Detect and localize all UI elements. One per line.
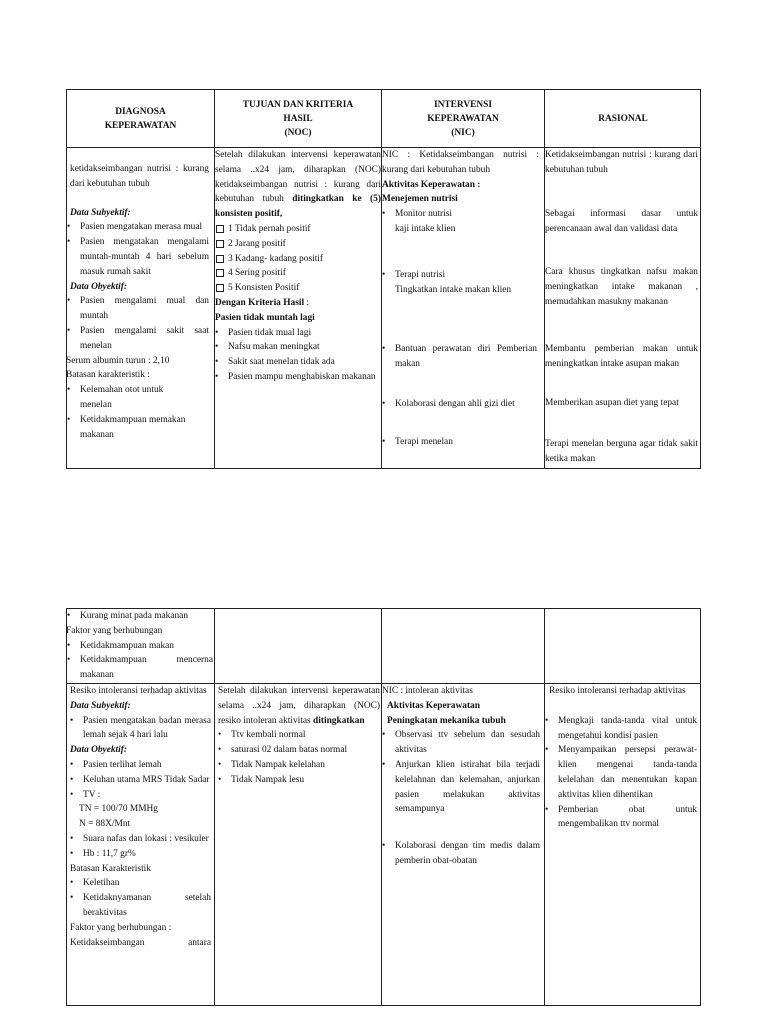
intervensi-list xyxy=(382,207,543,450)
header-tujuan: TUJUAN DAN KRITERIA HASIL (NOC) xyxy=(242,99,354,138)
list-item: 1 Tidak pernah positif xyxy=(215,222,381,237)
list-item: • Menyampaikan persepsi perawat-klien mengenai tanda-tanda kelelahan dan menentukan kapan aktivitas klien dihentikan xyxy=(545,743,697,802)
rasional-item: Sebagai informasi dasar untuk perencanaan awal dan validasi data xyxy=(545,209,698,234)
serum-text: Serum albumin turun : 2,10 xyxy=(66,355,170,366)
last-line: Ketidakseimbangan antara xyxy=(70,937,211,948)
list-item: • Pasien mengalami mual dan muntah xyxy=(67,294,209,324)
list-item: • Pasien terlihat lemah xyxy=(70,758,211,773)
batasan-label: Batasan Karakteristik xyxy=(70,863,151,874)
list-item: • Tidak Nampak kelelahan xyxy=(218,758,380,773)
list-item: • Pasien mengatakan merasa mual xyxy=(67,220,209,235)
list-item: 3 Kadang- kadang positif xyxy=(215,252,381,267)
list-item: • Pasien mengatakan badan merasa lemah sejak 4 hari lalu xyxy=(70,714,211,744)
tn-value: TN = 100/70 MMHg xyxy=(79,804,158,815)
tujuan-list xyxy=(218,728,380,787)
care-plan-table-2 xyxy=(66,608,701,1006)
list-item: • Hb : 11,7 gr% xyxy=(70,847,211,862)
list-item: • Kolaborasi dengan ahli gizi diet xyxy=(382,397,537,435)
do-label: Data Obyektif: xyxy=(70,281,128,292)
list-item: • Kurang minat pada makanan xyxy=(67,609,213,624)
tujuan-intro: Setelah dilakukan intervensi keperawatan selama ..x24 jam, diharapkan (NOC) ketidakseimbangan nutrisi : kurang dari kebutuhan tubuh ditingkatkan ke (5) konsisten positif, xyxy=(215,150,381,220)
do-label: Data Obyektif: xyxy=(70,745,128,756)
list-item: • Keluhan utama MRS Tidak Sadar xyxy=(70,773,211,788)
menejemen-label: Menejemen nutrisi xyxy=(382,194,458,205)
list-item: • Ttv kembali normal xyxy=(218,728,380,743)
rasional-cell-2 xyxy=(549,684,697,832)
scale-list xyxy=(215,222,381,296)
list-item: • Anjurkan klien istirahat bila terjadi kelelahnan dan kelemahan, anjurkan pasien melakukan aktivitas semampunya xyxy=(382,758,540,817)
diagnosa-title: Resiko intoleransi terhadap aktivitas xyxy=(70,686,207,696)
aktivitas-label: Aktivitas Keperawatan : xyxy=(382,179,481,190)
rasional-list xyxy=(545,714,697,832)
list-item: • Monitor nutrisi kaji intake klien xyxy=(382,207,537,268)
list-item: • Kelemahan otot untuk menelan xyxy=(67,383,209,413)
rasional-cell xyxy=(545,148,698,467)
ds-label: Data Subyektif: xyxy=(70,207,131,218)
care-plan-table-1 xyxy=(66,89,701,469)
batasan-list xyxy=(67,383,209,442)
batasan-list xyxy=(70,876,211,920)
cont-list xyxy=(67,609,213,624)
peningkatan-label: Peningkatan mekanika tubuh xyxy=(387,715,506,726)
list-item: • Kolaborasi dengan tim medis dalam pemberin obat-obatan xyxy=(382,839,540,869)
list-item: • Pemberian obat untuk mengembalikan ttv normal xyxy=(545,803,697,833)
ds-label: Data Subyektif: xyxy=(70,700,131,711)
list-item: • Tidak Nampak lesu xyxy=(218,773,380,788)
diagnosa-title: ketidakseimbangan nutrisi : kurang dari kebutuhan tubuh xyxy=(70,164,209,189)
intervensi-cell-2 xyxy=(382,684,540,869)
do-list xyxy=(70,758,211,802)
kriteria-label: Dengan Kriteria Hasil : xyxy=(215,297,310,308)
n-value: N = 88X/Mnt xyxy=(79,819,131,830)
list-item: • Sakit saat menelan tidak ada xyxy=(215,355,379,370)
do-list xyxy=(67,294,209,353)
list-item: • Ketidakmampuan memakan makanan xyxy=(67,413,209,443)
list-item: 5 Konsisten Positif xyxy=(215,281,381,296)
kriteria-list xyxy=(215,326,381,385)
kriteria-sub: Pasien tidak muntah lagi xyxy=(215,312,315,323)
continuation-cell xyxy=(67,609,213,683)
list-item: 4 Sering positif xyxy=(215,266,381,281)
rasional-item: Terapi menelan berguna agar tidak sakit ketika makan xyxy=(545,439,698,464)
faktor-label: Faktor yang berhubungan xyxy=(66,625,163,636)
list-item: • Bantuan perawatan diri Pemberian makan xyxy=(382,342,537,397)
list-item: 2 Jarang positif xyxy=(215,237,381,252)
rasional-item: Ketidakseimbangan nutrisi : kurang dari kebutuhan tubuh xyxy=(545,150,698,175)
batasan-label: Batasan karakteristik : xyxy=(66,370,150,381)
list-item: • saturasi 02 dalam batas normal xyxy=(218,743,380,758)
list-item: • Pasien mengalami sakit saat menelan xyxy=(67,324,209,354)
nic-text: NIC : Ketidakseimbangan nutrisi : kurang dari kebutuhan tubuh xyxy=(382,150,539,175)
header-diagnosa: DIAGNOSA KEPERAWATAN xyxy=(104,106,177,131)
rasional-item: Cara khusus tingkatkan nafsu makan meningkatkan intake makanan , memudahkan masukny makanan xyxy=(545,267,698,307)
ds-list xyxy=(67,220,209,279)
tujuan-cell xyxy=(215,148,381,385)
rasional-title: Resiko intoleransi terhadap aktivitas xyxy=(549,686,686,696)
header-rasional: RASIONAL xyxy=(598,113,648,124)
rasional-item: Memberikan asupan diet yang tepat xyxy=(545,398,679,408)
list-item: • TV : xyxy=(70,788,211,803)
list-item: • Pasien tidak mual lagi xyxy=(215,326,379,341)
faktor-list xyxy=(67,639,213,683)
list-item: • Pasien mampu menghabiskan makanan xyxy=(215,370,379,385)
diagnosa-cell-2 xyxy=(70,684,213,950)
aktivitas-label: Aktivitas Keperawatan xyxy=(387,700,480,711)
list-item: • Pasien mengatakan mengalami muntah-muntah 4 hari sebelum masuk rumah sakit xyxy=(67,235,209,279)
more-list xyxy=(70,832,211,862)
tujuan-intro: Setelah dilakukan intervensi keperawatan selama ..x24 jam, diharapkan (NOC) resiko intoleran aktivitas ditingkatkan xyxy=(218,686,380,726)
list-item: • Ketidakmampuan mencerna makanan xyxy=(67,653,213,683)
list-item: • Ketidakmampuan makan xyxy=(67,639,213,654)
intervensi-cell xyxy=(382,148,543,450)
list-item: • Suara nafas dan lokasi : vesikuler xyxy=(70,832,211,847)
intervensi-list xyxy=(382,728,540,868)
diagnosa-cell xyxy=(67,148,213,442)
rasional-item: Membantu pemberian makan untuk meningkatkan intake asupan makan xyxy=(545,344,698,369)
list-item: • Ketidaknyamanan setelah beraktivitas xyxy=(70,891,211,921)
header-intervensi: INTERVENSI KEPERAWATAN (NIC) xyxy=(427,99,499,138)
nic-text: NIC : intoleran aktivitas xyxy=(382,686,473,696)
faktor-label: Faktor yang berhubungan : xyxy=(70,922,172,933)
list-item: • Nafsu makan meningkat xyxy=(215,340,379,355)
list-item: • Observasi ttv sebelum dan sesudah aktivitas xyxy=(382,728,540,758)
list-item: • Keletihan xyxy=(70,876,211,891)
list-item: • Mengkaji tanda-tanda vital untuk mengetahui kondisi pasien xyxy=(545,714,697,744)
ds-list xyxy=(70,714,211,744)
list-item: • Terapi menelan xyxy=(382,435,537,450)
tujuan-cell-2 xyxy=(218,684,380,788)
list-item: • Terapi nutrisi Tingkatkan intake makan klien xyxy=(382,268,537,342)
